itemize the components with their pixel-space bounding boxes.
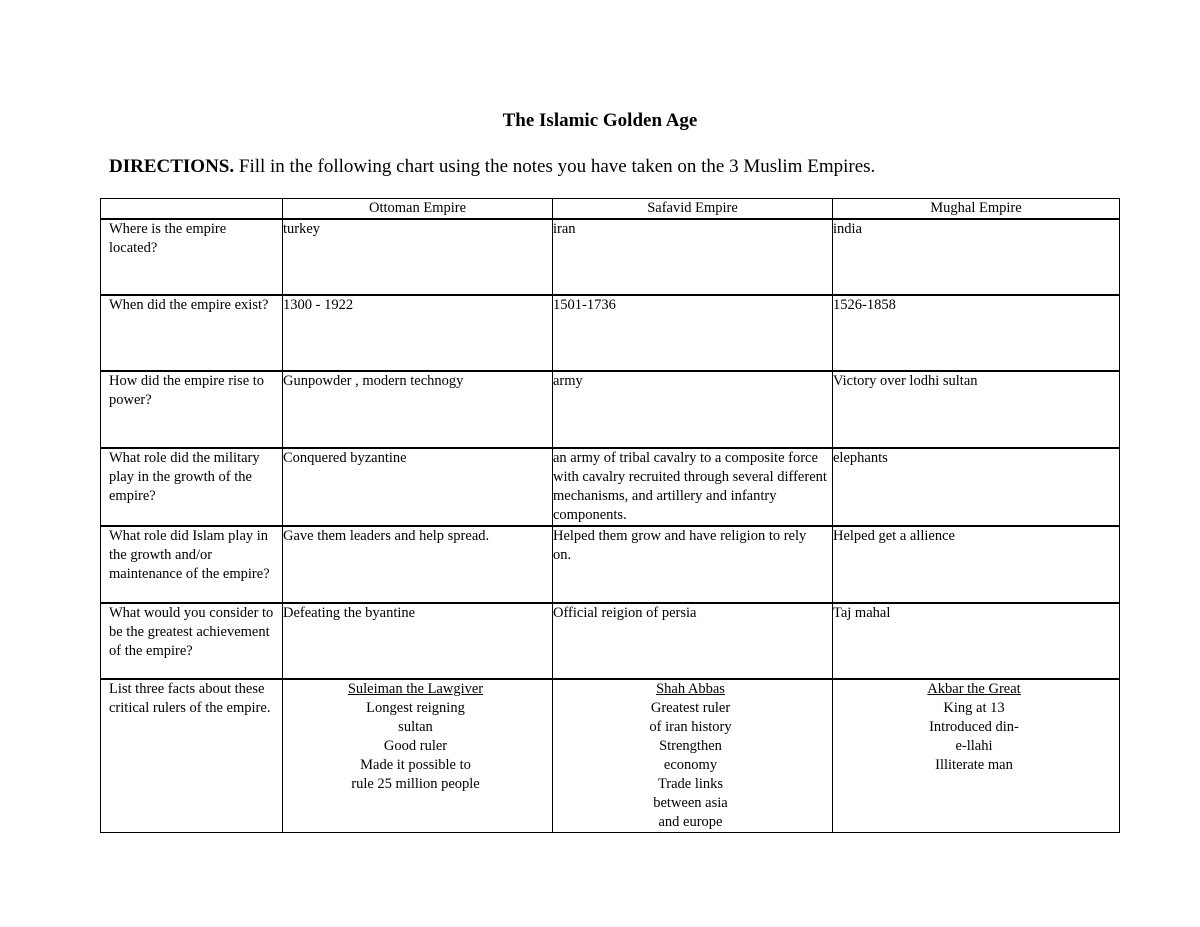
- header-mughal: Mughal Empire: [833, 199, 1120, 220]
- ruler-fact: e-llahi: [955, 738, 993, 754]
- question-cell: How did the empire rise to power?: [101, 371, 283, 448]
- header-row: [101, 199, 1120, 220]
- safavid-answer: iran: [553, 219, 833, 295]
- safavid-answer: Official reigion of persia: [553, 603, 833, 679]
- safavid-answer: an army of tribal cavalry to a composite force with cavalry recruited through several different mechanisms, and artillery and infantry components.: [553, 448, 833, 526]
- mughal-answer: Taj mahal: [833, 603, 1120, 679]
- question-cell: What would you consider to be the greatest achievement of the empire?: [101, 603, 283, 679]
- safavid-answer: Helped them grow and have religion to rely on.: [553, 526, 833, 603]
- ruler-fact: rule 25 million people: [351, 776, 480, 792]
- ottoman-answer: turkey: [283, 219, 553, 295]
- ruler-fact: Longest reigning: [366, 700, 465, 716]
- table-row: [101, 295, 1120, 371]
- ottoman-answer: Defeating the byantine: [283, 603, 553, 679]
- ruler-fact: and europe: [658, 814, 723, 830]
- ottoman-answer: 1300 - 1922: [283, 295, 553, 371]
- question-cell: List three facts about these critical rulers of the empire.: [101, 679, 283, 833]
- safavid-ruler-facts: [553, 679, 833, 833]
- directions-text: Fill in the following chart using the notes you have taken on the 3 Muslim Empires.: [238, 156, 876, 177]
- mughal-answer: india: [833, 219, 1120, 295]
- ruler-name: Akbar the Great: [927, 681, 1021, 697]
- ottoman-answer: Conquered byzantine: [283, 448, 553, 526]
- ottoman-ruler-facts: [283, 679, 553, 833]
- table-row: [101, 603, 1120, 679]
- header-ottoman: Ottoman Empire: [283, 199, 553, 220]
- mughal-answer: Helped get a allience: [833, 526, 1120, 603]
- mughal-answer: 1526-1858: [833, 295, 1120, 371]
- mughal-answer: elephants: [833, 448, 1120, 526]
- ruler-fact: sultan: [398, 719, 433, 735]
- header-empty: [101, 199, 283, 220]
- ruler-fact: Trade links: [657, 776, 724, 792]
- header-safavid: Safavid Empire: [553, 199, 833, 220]
- ruler-fact: economy: [663, 757, 718, 773]
- ruler-fact: between asia: [653, 795, 728, 811]
- safavid-answer: army: [553, 371, 833, 448]
- table-row: [101, 526, 1120, 603]
- table-row: [101, 448, 1120, 526]
- ottoman-answer: Gave them leaders and help spread.: [283, 526, 553, 603]
- page-title: The Islamic Golden Age: [502, 110, 698, 131]
- ruler-fact: Greatest ruler: [650, 700, 731, 716]
- question-cell: What role did Islam play in the growth and/or maintenance of the empire?: [101, 526, 283, 603]
- question-cell: What role did the military play in the growth of the empire?: [101, 448, 283, 526]
- table-row: [101, 679, 1120, 833]
- ruler-fact: of iran history: [649, 719, 732, 735]
- mughal-answer: Victory over lodhi sultan: [833, 371, 1120, 448]
- ruler-fact: Introduced din-: [929, 719, 1019, 735]
- safavid-answer: 1501-1736: [553, 295, 833, 371]
- ruler-fact: Made it possible to: [360, 757, 471, 773]
- question-cell: When did the empire exist?: [101, 295, 283, 371]
- ruler-name: Shah Abbas: [656, 681, 725, 697]
- ruler-fact: Illiterate man: [935, 757, 1013, 773]
- question-cell: Where is the empire located?: [101, 219, 283, 295]
- directions-lead: DIRECTIONS.: [109, 156, 235, 177]
- table-row: [101, 219, 1120, 295]
- ruler-name: Suleiman the Lawgiver: [347, 681, 484, 697]
- ottoman-answer: Gunpowder , modern technogy: [283, 371, 553, 448]
- empires-chart: [100, 198, 1120, 833]
- ruler-fact: Strengthen: [659, 738, 722, 754]
- ruler-fact: Good ruler: [383, 738, 448, 754]
- mughal-ruler-facts: [833, 679, 1120, 833]
- ruler-fact: King at 13: [943, 700, 1005, 716]
- directions: [109, 156, 875, 178]
- table-row: [101, 371, 1120, 448]
